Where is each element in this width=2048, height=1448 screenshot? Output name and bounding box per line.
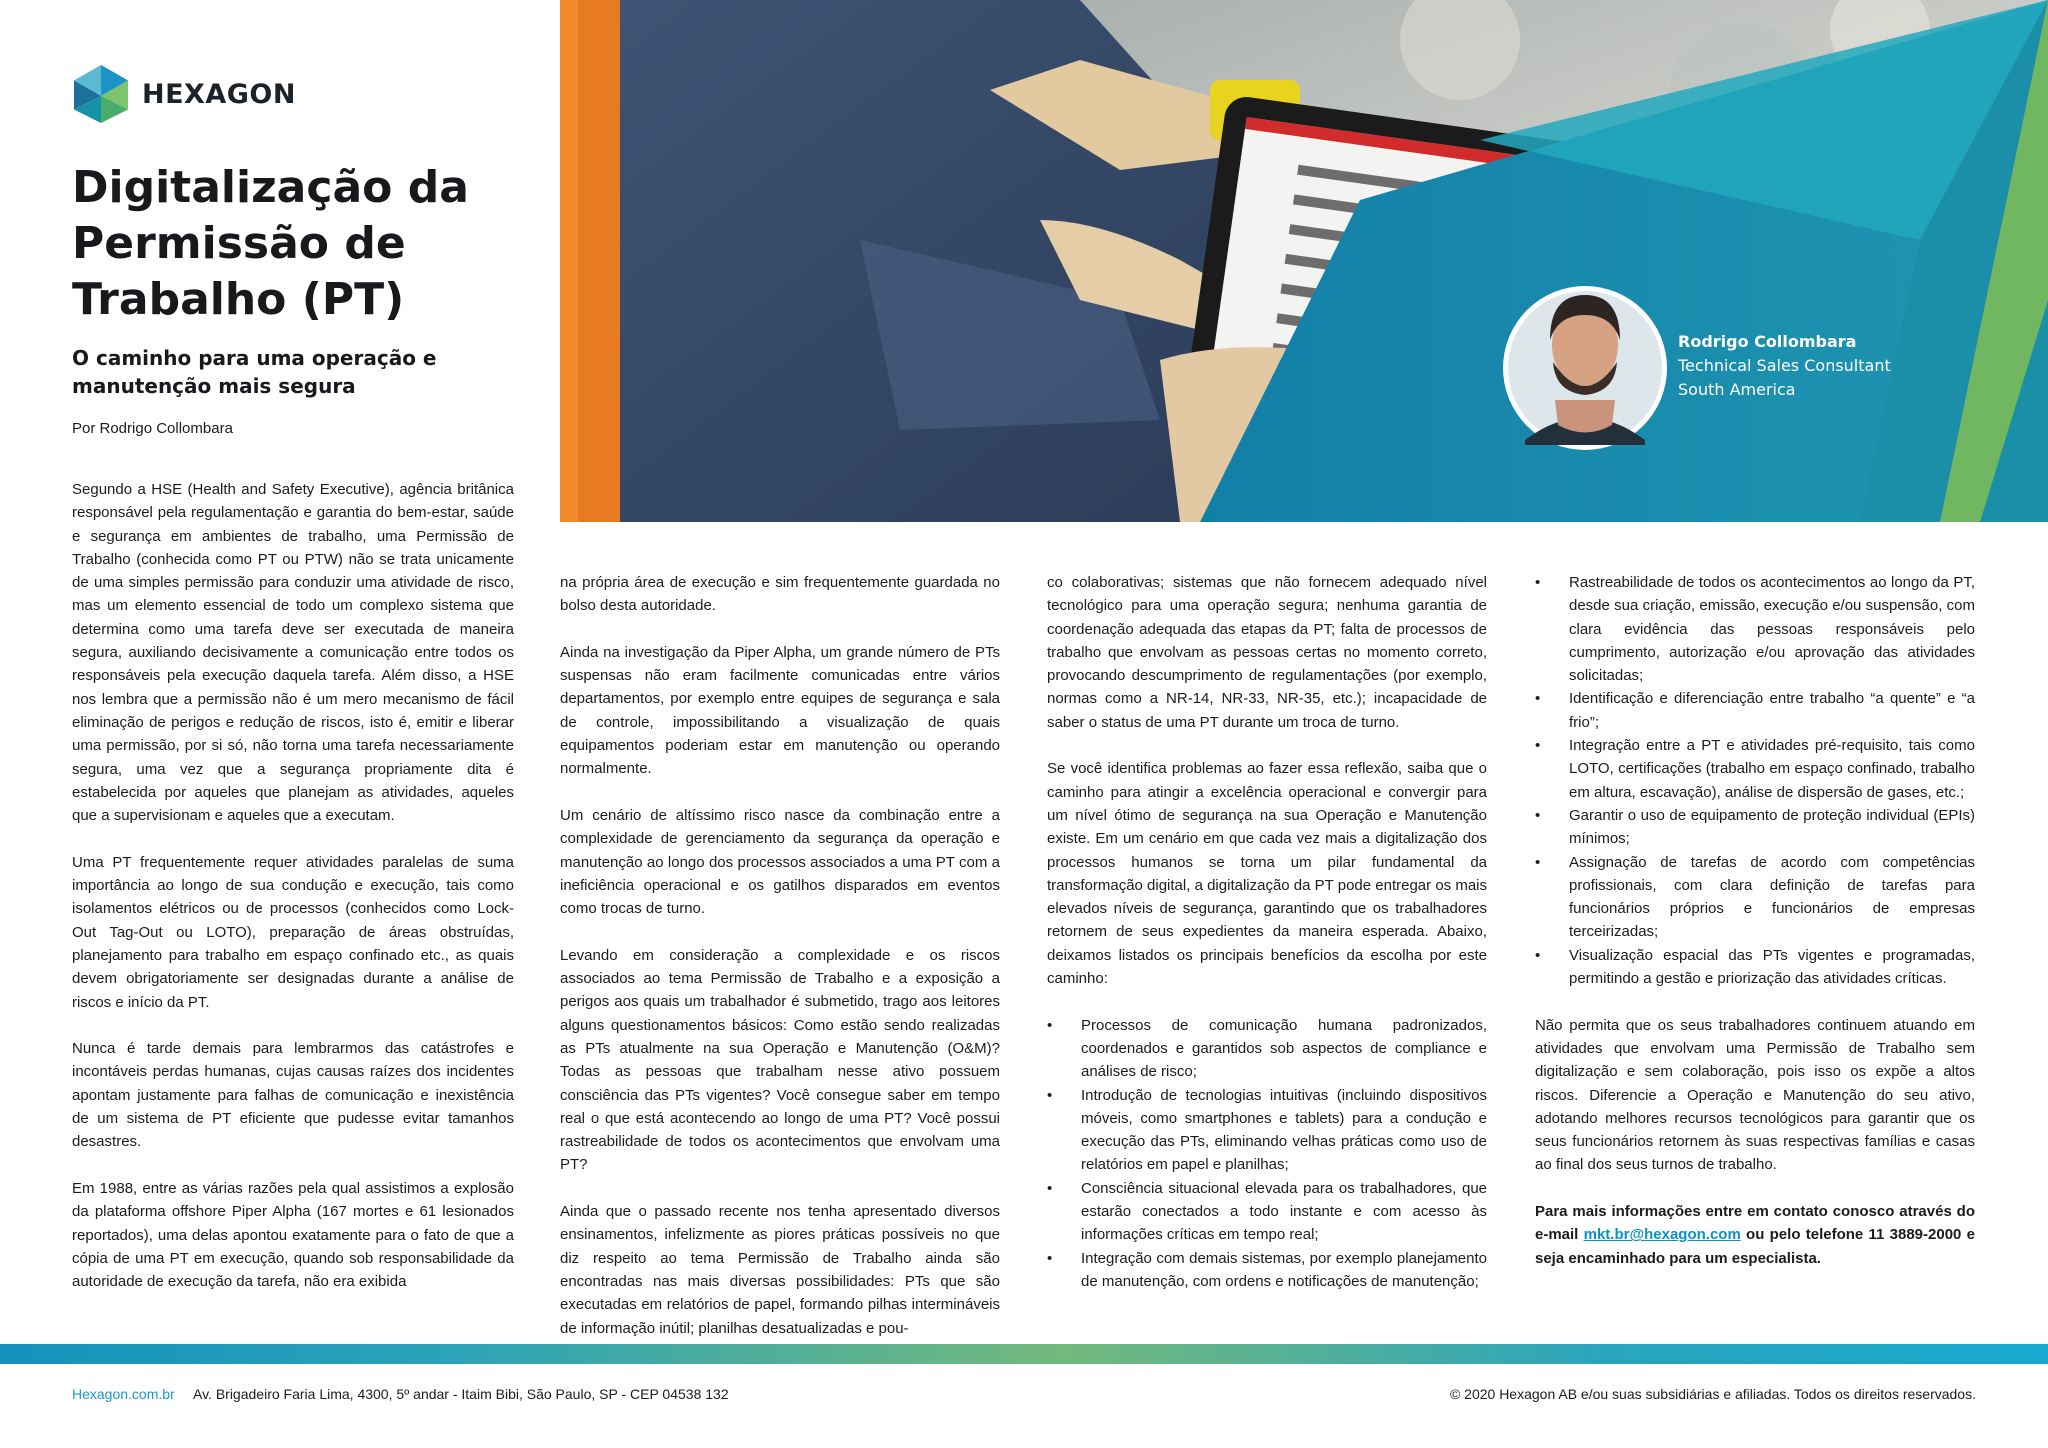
paragraph: Ainda na investigação da Piper Alpha, um grande número de PTs suspensas não eram facilmente comunicadas entre vários departamentos, por exemplo entre equipes de segurança e sala de controle, impossibilitando a visualização de quais equipamentos poderiam estar em manutenção ou operando normalmente. [560, 643, 1000, 778]
page-subtitle: O caminho para uma operação e manutenção mais segura [72, 346, 437, 398]
list-item: • Integração com demais sistemas, por exemplo planejamento de manutenção, com ordens e notificações de manutenção; [1047, 1247, 1487, 1294]
paragraph: Segundo a HSE (Health and Safety Executive), agência britânica responsável pela regulamentação e garantia do bem-estar, saúde e segurança em ambientes de trabalho, uma Permissão de Trabalho (conhecida como PT ou PTW) não se trata unicamente de uma simples permissão para conduzir uma atividade de risco, mas um elemento essencial de todo um complexo sistema que determina como uma tarefa deve ser executada de maneira segura, auxiliando decisivamente a comunicação entre todos os responsáveis pela execução daquela tarefa. Além disso, a HSE nos lembra que a permissão não é um mero mecanismo de fácil eliminação de perigos e redução de riscos, isto é, emitir e liberar uma permissão, por si só, não torna uma tarefa necessariamente segura, uma vez que a segurança propriamente dita é estabelecida por aqueles que planejam as atividades, aqueles que a supervisionam e aqueles que a executam. [72, 481, 514, 825]
contact-email-link[interactable]: mkt.br@hexagon.com [1583, 1226, 1741, 1244]
paragraph: Se você identifica problemas ao fazer essa reflexão, saiba que o caminho para atingir a excelência operacional e convergir para um nível ótimo de segurança na sua Operação e Manutenção existe. Em um cenário em que cada vez mais a digitalização dos processos humanos se torna um pilar fundamental da transformação digital, a digitalização da PT pode entregar os mais elevados níveis de segurança, garantindo que os trabalhadores retornem de seus expedientes da maneira esperada. Abaixo, deixamos listados os principais benefícios da escolha por este caminho: [1047, 760, 1487, 988]
benefits-list [1047, 1014, 1487, 1294]
brand-name: HEXAGON [142, 78, 296, 110]
article-column-2 [560, 571, 1000, 1340]
paragraph: Ainda que o passado recente nos tenha apresentado diversos ensinamentos, infelizmente as piores práticas possíveis no que diz respeito ao tema Permissão de Trabalho ainda são encontradas nas mais diversas possibilidades: PTs que são executadas em relatórios de papel, formando pilhas intermináveis de informação inútil; planilhas desatualizadas e pou- [560, 1203, 1000, 1337]
list-item: • Visualização espacial das PTs vigentes e programadas, permitindo a gestão e priorização das atividades críticas. [1535, 944, 1975, 991]
hero-illustration [560, 0, 2048, 522]
paragraph: Uma PT frequentemente requer atividades paralelas de suma importância ao longo de sua condução e execução, tais como isolamentos elétricos ou de processos (conhecidos como Lock-Out Tag-Out ou LOTO), preparação de áreas obstruídas, planejamento para trabalho em espaço confinado etc., as quais devem obrigatoriamente ser designadas durante a análise de riscos e início da PT. [72, 853, 514, 1011]
list-item: • Rastreabilidade de todos os acontecimentos ao longo da PT, desde sua criação, emissão, execução e/ou suspensão, com clara evidência das pessoas responsáveis pelo cumprimento, autorização e/ou aprovação das atividades solicitadas; [1535, 571, 1975, 687]
paragraph: Em 1988, entre as várias razões pela qual assistimos a explosão da plataforma offshore Piper Alpha (167 mortes e 61 lesionados reportados), uma delas apontou exatamente para o fato de que a cópia de uma PT em execução, quando sob responsabilidade da autoridade de execução da tarefa, não era exibida [72, 1179, 514, 1291]
contact-cta [1535, 1200, 1975, 1270]
list-item: • Processos de comunicação humana padronizados, coordenados e garantidos sob aspectos de compliance e análises de risco; [1047, 1014, 1487, 1084]
paragraph: Um cenário de altíssimo risco nasce da combinação entre a complexidade de gerenciamento da segurança da operação e manutenção ao longo dos processos associados a uma PT com a ineficiência operacional e os gatilhos disparados em eventos como trocas de turno. [560, 806, 1000, 918]
benefits-list-continued [1535, 571, 1975, 990]
author-role: Technical Sales Consultant [1678, 356, 1891, 375]
author-region: South America [1678, 380, 1796, 399]
cta-text: Para mais informações entre em contato conosco através do e-mail [1535, 1203, 1975, 1244]
list-item: • Consciência situacional elevada para os trabalhadores, que estarão conectados a todo instante e com acesso às informações críticas em tempo real; [1047, 1177, 1487, 1247]
list-item: • Integração entre a PT e atividades pré-requisito, tais como LOTO, certificações (trabalho em espaço confinado, trabalho em altura, escavação), análise de dispersão de gases, etc.; [1535, 734, 1975, 804]
hexagon-logo-icon [72, 62, 130, 126]
paragraph: co colaborativas; sistemas que não fornecem adequado nível tecnológico para uma operação segura; nenhuma garantia de coordenação adequada das etapas da PT; falta de processos de trabalho que envolvam as pessoas certas no momento correto, provocando descumprimento de regulamentações (por exemplo, normas como a NR-14, NR-33, NR-35, etc.); incapacidade de saber o status de uma PT durante um troca de turno. [1047, 574, 1487, 731]
list-item: • Introdução de tecnologias intuitivas (incluindo dispositivos móveis, como smartphones e tablets) para a condução e execução das PTs, eliminando velhas práticas como uso de relatórios em papel e planilhas; [1047, 1084, 1487, 1177]
footer-address: Av. Brigadeiro Faria Lima, 4300, 5º andar - Itaim Bibi, São Paulo, SP - CEP 04538 132 [193, 1386, 729, 1402]
byline: Por Rodrigo Collombara [72, 420, 233, 437]
article-column-3 [1047, 571, 1487, 1317]
hero-image [560, 0, 2048, 522]
paragraph: Nunca é tarde demais para lembrarmos das catástrofes e incontáveis perdas humanas, cujas causas raízes dos incidentes apontam justamente para falhas de comunicação e inexistência de um sistema de PT eficiente que pudesse evitar tamanhos desastres. [72, 1040, 514, 1151]
hexagon-logo [72, 62, 296, 126]
footer-website-link[interactable]: Hexagon.com.br [72, 1386, 175, 1402]
paragraph: Levando em consideração a complexidade e os riscos associados ao tema Permissão de Trabalho e a exposição a perigos aos quais um trabalhador é submetido, trago aos leitores alguns questionamentos básicos: Como estão sendo realizadas as PTs atualmente na sua Operação e Manutenção (O&M)? Todas as pessoas que trabalham nesse ativo possuem consciência das PTs vigentes? Você consegue saber em tempo real o que está acontecendo ao longo de uma PT? Você possui rastreabilidade de todos os acontecimentos que envolvam uma PT? [560, 946, 1000, 1174]
list-item: • Assignação de tarefas de acordo com competências profissionais, com clara definição de tarefas para funcionários próprios e funcionários de empresas terceirizadas; [1535, 851, 1975, 944]
list-item: • Garantir o uso de equipamento de proteção individual (EPIs) mínimos; [1535, 804, 1975, 851]
cta-text: ou pelo telefone 11 3889-2000 e seja encaminhado para um especialista. [1535, 1226, 1975, 1267]
article-column-4 [1535, 571, 1975, 1270]
page-title: Digitalização da Permissão de Trabalho (PT) [72, 162, 469, 325]
footer-copyright: © 2020 Hexagon AB e/ou suas subsidiárias e afiliadas. Todos os direitos reservados. [1449, 1386, 1976, 1402]
article-column-1 [72, 478, 514, 1293]
list-item: • Identificação e diferenciação entre trabalho “a quente” e “a frio”; [1535, 687, 1975, 734]
paragraph: Não permita que os seus trabalhadores continuem atuando em atividades que envolvam uma Permissão de Trabalho sem digitalização e sem colaboração, pois isso os expõe a altos riscos. Diferencie a Operação e Manutenção do seu ativo, adotando melhores recursos tecnológicos para garantir que os seus funcionários retornem às suas respectivas famílias e casas ao final dos seus turnos de trabalho. [1535, 1016, 1975, 1174]
footer-gradient-band [0, 1344, 2048, 1364]
author-name: Rodrigo Collombara [1678, 332, 1857, 351]
paragraph: na própria área de execução e sim frequentemente guardada no bolso desta autoridade. [560, 574, 1000, 615]
